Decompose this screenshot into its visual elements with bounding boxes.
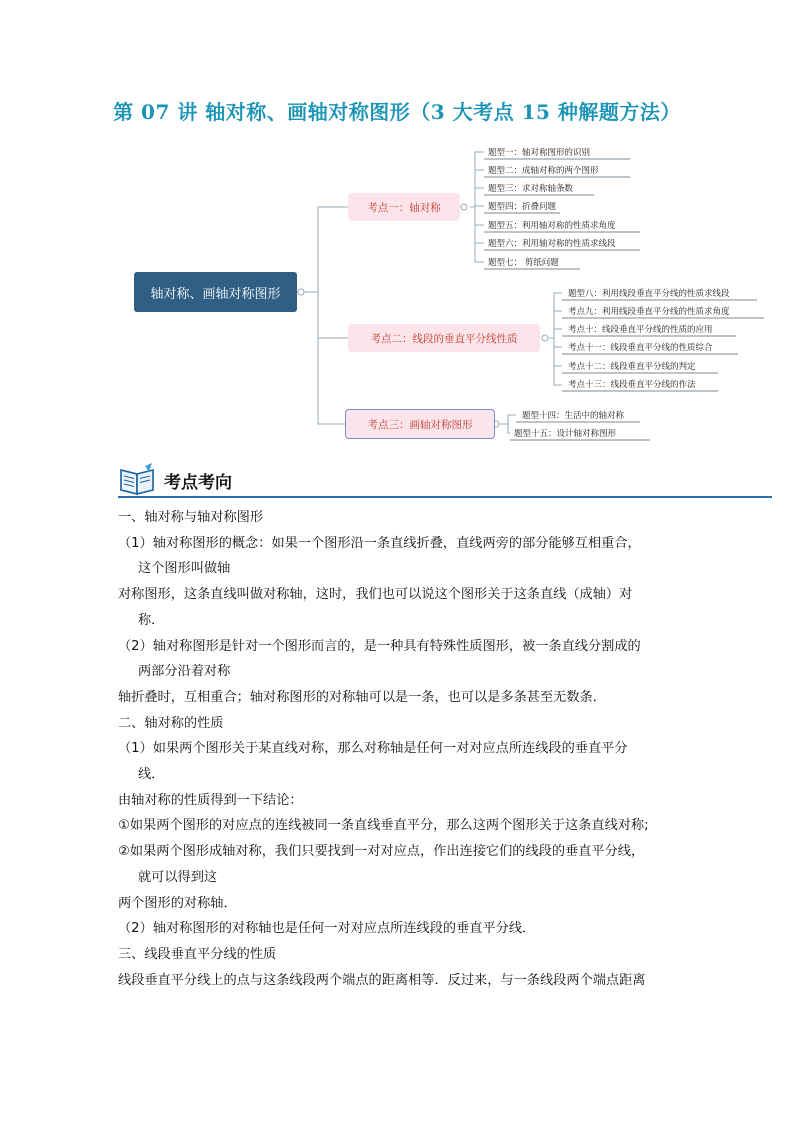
paragraph-line: 由轴对称的性质得到一下结论： <box>118 792 303 808</box>
branch-node-2: 考点二：线段的垂直平分线性质 <box>348 324 540 352</box>
paragraph-line: ②如果两个图形成轴对称，我们只要找到一对对应点，作出连接它们的线段的垂直平分线， <box>118 844 645 860</box>
book-icon <box>118 462 160 496</box>
document-body <box>118 505 688 993</box>
leaf-item: 题型五：利用轴对称的性质求角度 <box>488 221 616 231</box>
leaf-item: 题型二：成轴对称的两个图形 <box>488 166 599 176</box>
leaf-item: 题型十五：设计轴对称图形 <box>514 429 617 439</box>
paragraph-line: 两部分沿着对称 <box>138 664 231 680</box>
leaf-item: 题型八：利用线段垂直平分线的性质求线段 <box>568 289 730 299</box>
paragraph-line: （1）如果两个图形关于某直线对称，那么对称轴是任何一对对应点所连线段的垂直平分 <box>118 741 628 757</box>
paragraph-line: （2）轴对称图形的对称轴也是任何一对对应点所连线段的垂直平分线． <box>118 921 536 937</box>
heading-3: 三、线段垂直平分线的性质 <box>118 946 277 962</box>
paragraph-line: ①如果两个图形的对应点的连线被同一条直线垂直平分，那么这两个图形关于这条直线对称; <box>118 818 649 834</box>
paragraph-line: （1）轴对称图形的概念：如果一个图形沿一条直线折叠，直线两旁的部分能够互相重合， <box>118 535 641 551</box>
branch-node-1: 考点一：轴对称 <box>348 193 460 221</box>
leaf-item: 考点十：线段垂直平分线的性质的应用 <box>568 325 713 335</box>
section-divider <box>118 496 772 498</box>
paragraph-line: （2）轴对称图形是针对一个图形而言的，是一种具有特殊性质图形，被一条直线分割成的 <box>118 638 641 654</box>
mindmap-connectors <box>0 0 794 460</box>
paragraph-line: 线． <box>138 767 165 783</box>
leaf-item: 题型六：利用轴对称的性质求线段 <box>488 239 616 249</box>
mindmap-root: 轴对称、画轴对称图形 <box>134 272 297 312</box>
paragraph-line: 轴折叠时，互相重合；轴对称图形的对称轴可以是一条，也可以是多条甚至无数条． <box>118 689 606 705</box>
page-title: 第 07 讲 轴对称、画轴对称图形（3 大考点 15 种解题方法） <box>113 100 681 124</box>
paragraph-line: 两个图形的对称轴． <box>118 895 237 911</box>
paragraph-line: 就可以得到这 <box>138 869 218 885</box>
leaf-item: 题型四：折叠问题 <box>488 202 557 212</box>
leaf-item: 考点十三：线段垂直平分线的作法 <box>568 380 696 390</box>
heading-2: 二、轴对称的性质 <box>118 715 224 731</box>
paragraph-line: 这个图形叫做轴 <box>138 561 231 577</box>
leaf-item: 题型三：求对称轴条数 <box>488 184 574 194</box>
leaf-item: 考点九：利用线段垂直平分线的性质求角度 <box>568 307 730 317</box>
section-title: 考点考向 <box>164 473 232 493</box>
leaf-item: 题型十四：生活中的轴对称 <box>522 411 625 421</box>
leaf-item: 考点十二：线段垂直平分线的判定 <box>568 362 696 372</box>
paragraph-line: 线段垂直平分线上的点与这条线段两个端点的距离相等．反过来，与一条线段两个端点距离 <box>118 972 646 988</box>
heading-1: 一、轴对称与轴对称图形 <box>118 510 264 525</box>
paragraph-line: 称． <box>138 612 165 628</box>
branch-node-3: 考点三：画轴对称图形 <box>345 409 495 439</box>
leaf-item: 考点十一：线段垂直平分线的性质综合 <box>568 343 713 353</box>
leaf-item: 题型七： 剪纸问题 <box>488 258 559 268</box>
leaf-item: 题型一：轴对称图形的识别 <box>488 148 591 158</box>
paragraph-line: 对称图形，这条直线叫做对称轴，这时，我们也可以说这个图形关于这条直线（成轴）对 <box>118 587 633 603</box>
